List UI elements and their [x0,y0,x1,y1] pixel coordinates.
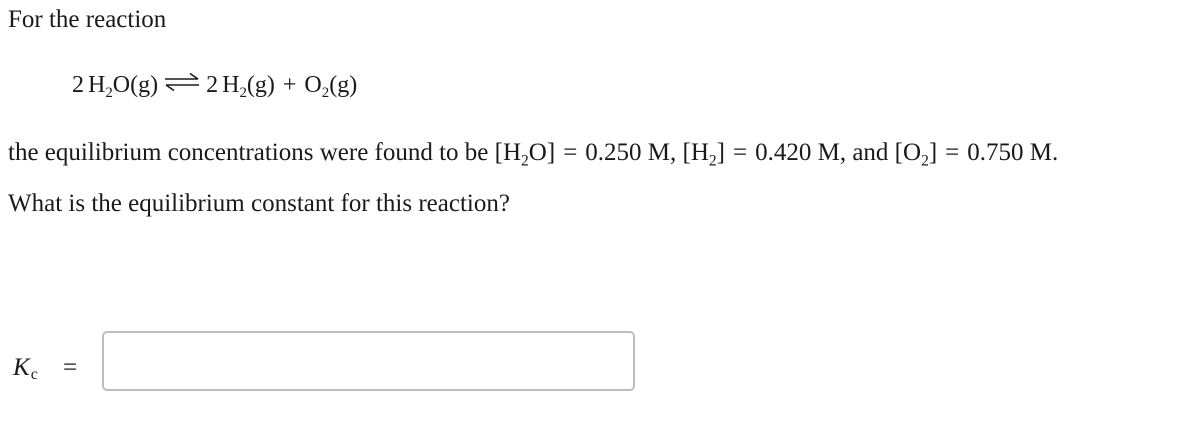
h2o-close: O] [528,139,556,166]
reactant-subscript: 2 [105,85,113,102]
reaction-equation [72,72,358,102]
kc-subscript: c [30,366,38,383]
product2-formula: O [304,72,322,98]
o2-subscript: 2 [921,152,929,170]
h2-value: 0.420 M, and [O [755,139,922,166]
question-text: What is the equilibrium constant for this reaction? [8,190,510,217]
reactant-state: O(g) [112,72,159,98]
reactant-formula: H [88,72,106,98]
product1-state: (g) [246,72,275,98]
h2o-value: 0.250 M, [H [585,139,709,166]
equals-sign: = [945,139,960,166]
kc-answer-input[interactable] [102,331,635,391]
equals-sign: = [563,139,578,166]
kc-equals-sign: = [63,354,78,381]
kc-symbol: K [13,354,30,381]
product1-subscript: 2 [239,85,247,102]
concentrations-lead: the equilibrium concentrations were found to be [H [8,139,522,166]
equals-sign: = [732,139,748,166]
o2-value: 0.750 M. [967,139,1059,166]
h2o-subscript: 2 [521,152,529,170]
product2-subscript: 2 [321,85,330,102]
h2-close: ] [716,139,725,166]
plus-sign: + [282,72,297,98]
equilibrium-arrow-icon [163,73,201,91]
concentrations-text [8,139,1059,170]
kc-label [13,354,38,383]
product2-state: (g) [329,72,358,98]
product1-coefficient: 2 [206,72,219,98]
reactant-coefficient: 2 [72,72,84,98]
intro-text: For the reaction [8,6,167,33]
h2-subscript: 2 [708,152,717,170]
product1-formula: H [222,72,240,98]
o2-close: ] [928,139,938,166]
